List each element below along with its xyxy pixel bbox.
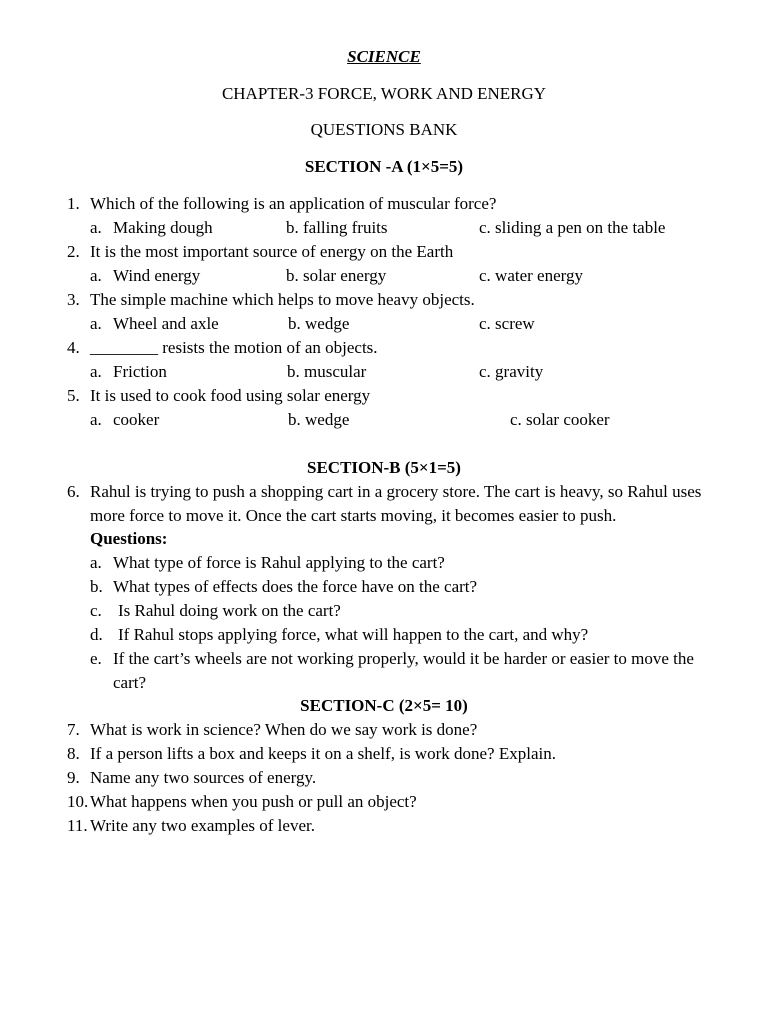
option-a-letter: a. [90,218,102,237]
question-text: If a person lifts a box and keeps it on a shelf, is work done? Explain. [90,744,556,763]
sub-question-letter: b. [90,577,103,596]
option-a: Making dough [113,218,213,237]
option-a-letter: a. [90,362,102,381]
question-text: What is work in science? When do we say work is done? [90,720,478,739]
question-number: 1. [67,194,80,213]
option-a-letter: a. [90,266,102,285]
question-number: 11. [67,816,88,835]
option-c: c. solar cooker [510,410,610,429]
question-text: It is used to cook food using solar energy [90,386,371,405]
option-c: c. water energy [479,266,583,285]
option-b: b. wedge [288,410,350,429]
option-a: Wind energy [113,266,201,285]
option-c: c. sliding a pen on the table [479,218,666,237]
question-text: The simple machine which helps to move heavy objects. [90,290,475,309]
question-text: What happens when you push or pull an object? [90,792,417,811]
sub-question-text: If Rahul stops applying force, what will happen to the cart, and why? [118,625,589,644]
question-number: 10. [67,792,89,811]
questions-label: Questions: [90,529,168,548]
option-a: Wheel and axle [113,314,219,333]
option-a-letter: a. [90,410,102,429]
case-study-passage: Rahul is trying to push a shopping cart in a grocery store. The cart is heavy, so Rahul uses more force to move it. Once the cart starts moving, it becomes easier to push. [90,482,702,525]
sub-question-letter: d. [90,625,103,644]
sub-question-letter: e. [90,649,102,668]
option-a: Friction [113,362,167,381]
question-number: 3. [67,290,80,309]
option-c: c. gravity [479,362,544,381]
question-text: ________ resists the motion of an objects. [90,338,378,357]
option-a-letter: a. [90,314,102,333]
question-number: 6. [67,482,80,501]
option-a: cooker [113,410,160,429]
question-number: 8. [67,744,80,763]
option-b: b. falling fruits [286,218,388,237]
option-b: b. muscular [287,362,367,381]
question-number: 9. [67,768,80,787]
question-text: Which of the following is an application of muscular force? [90,194,497,213]
subject-title: SCIENCE [347,47,421,66]
sub-question-letter: a. [90,553,102,572]
section-c-heading: SECTION-C (2×5= 10) [300,696,468,715]
question-number: 5. [67,386,80,405]
sub-question-text: What type of force is Rahul applying to the cart? [113,553,445,572]
sub-question-text: What types of effects does the force have on the cart? [113,577,478,596]
chapter-title: CHAPTER-3 FORCE, WORK AND ENERGY [221,84,547,103]
question-text: It is the most important source of energy on the Earth [90,242,454,261]
question-number: 2. [67,242,80,261]
option-b: b. wedge [288,314,350,333]
sub-question-text: Is Rahul doing work on the cart? [118,601,341,620]
option-b: b. solar energy [286,266,387,285]
question-text: Write any two examples of lever. [90,816,315,835]
question-number: 7. [67,720,80,739]
question-text: Name any two sources of energy. [90,768,317,787]
section-b-heading: SECTION-B (5×1=5) [307,458,461,477]
document-type: QUESTIONS BANK [310,120,458,139]
sub-question-letter: c. [90,601,102,620]
section-a-heading: SECTION -A (1×5=5) [304,157,464,176]
question-number: 4. [67,338,80,357]
option-c: c. screw [479,314,535,333]
sub-question-text: If the cart’s wheels are not working properly, would it be harder or easier to move the cart? [113,649,694,692]
